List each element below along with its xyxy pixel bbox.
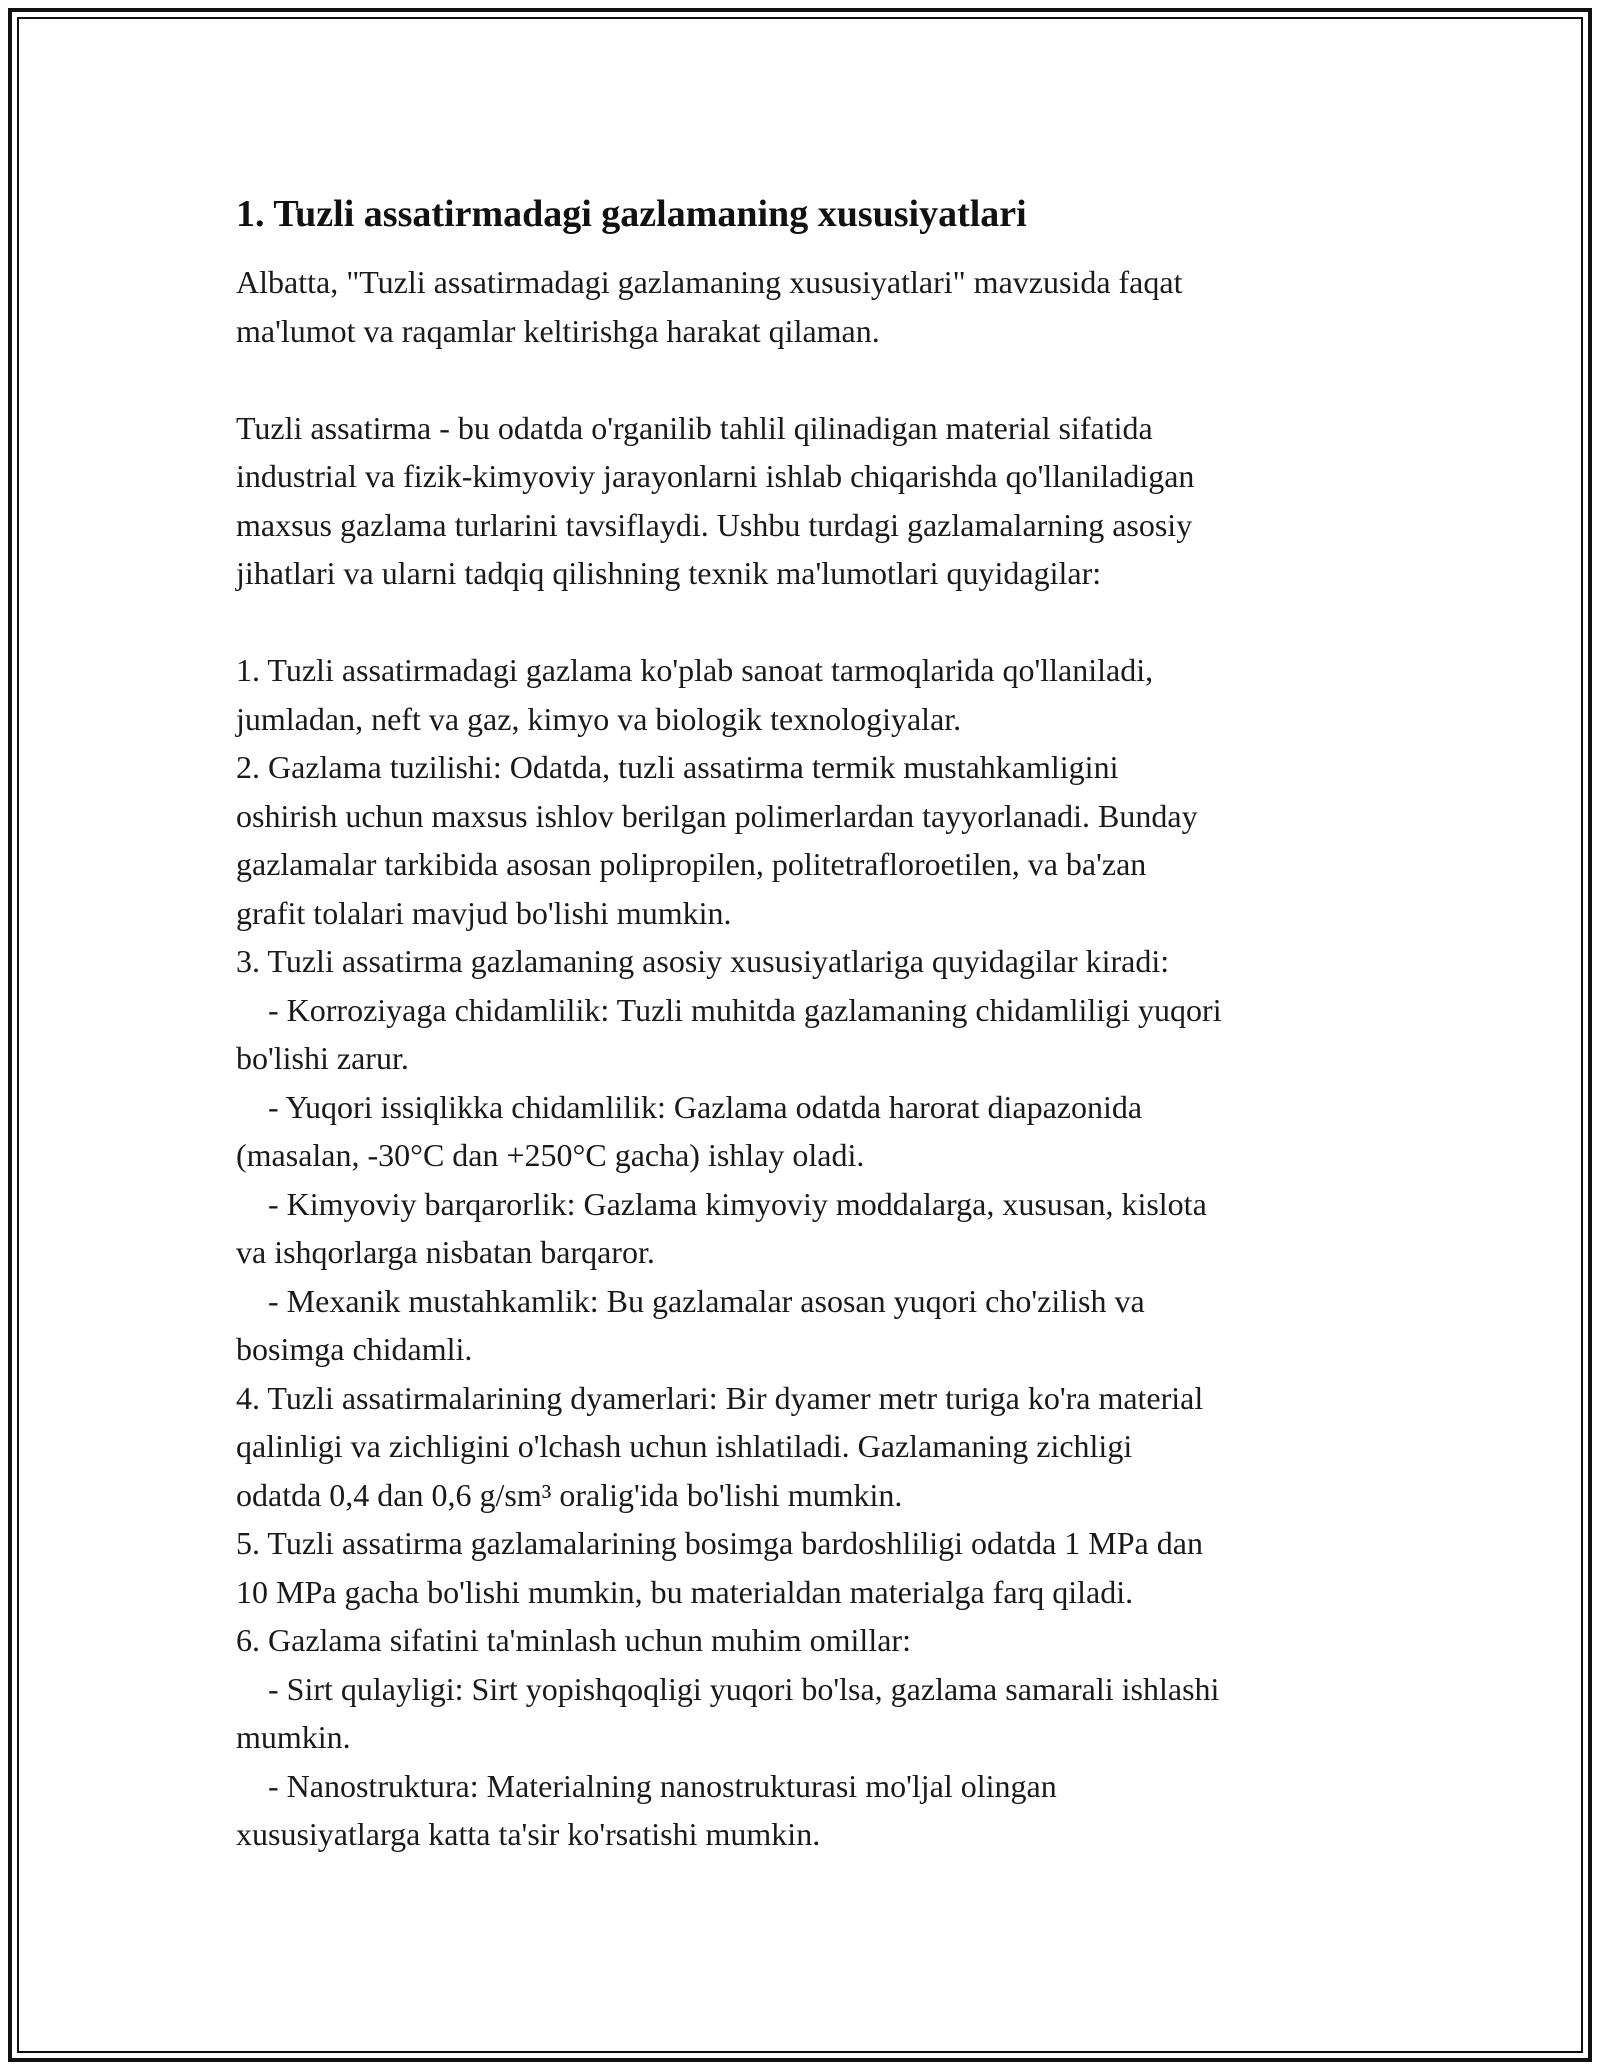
numbered-list <box>236 646 1396 1859</box>
list-item-line: bo'lishi zarur. <box>236 1040 409 1076</box>
list-item-line: grafit tolalari mavjud bo'lishi mumkin. <box>236 894 732 931</box>
intro-paragraph <box>236 258 1396 355</box>
list-item-line: mumkin. <box>236 1719 351 1755</box>
list-item-line: qalinligi va zichligini o'lchash uchun ishlatiladi. Gazlamaning zichligi <box>236 1428 1133 1464</box>
paragraph-spacer <box>236 598 1396 647</box>
list-item-line: (masalan, -30°C dan +250°C gacha) ishlay oladi. <box>236 1137 865 1173</box>
list-item-line: - Sirt qulayligi: Sirt yopishqoqligi yuqori bo'lsa, gazlama samarali ishlashi <box>236 1670 1220 1707</box>
document-body <box>236 182 1396 1859</box>
document-title: 1. Tuzli assatirmadagi gazlamaning xususiyatlari <box>236 193 1027 235</box>
list-item-line: 10 MPa gacha bo'lishi mumkin, bu materialdan materialga farq qiladi. <box>236 1573 1134 1610</box>
list-item-line: oshirish uchun maxsus ishlov berilgan polimerlardan tayyorlanadi. Bunday <box>236 797 1198 834</box>
list-item-line: va ishqorlarga nisbatan barqaror. <box>236 1234 655 1270</box>
text-line: jihatlari va ularni tadqiq qilishning texnik ma'lumotlari quyidagilar: <box>236 555 1102 591</box>
list-item-line: xususiyatlarga katta ta'sir ko'rsatishi mumkin. <box>236 1816 821 1852</box>
text-line: industrial va fizik-kimyoviy jarayonlarni ishlab chiqarishda qo'llaniladigan <box>236 458 1195 494</box>
text-line: Tuzli assatirma - bu odatda o'rganilib tahlil qilinadigan material sifatida <box>236 409 1153 446</box>
list-item-line: 2. Gazlama tuzilishi: Odatda, tuzli assatirma termik mustahkamligini <box>236 749 1119 785</box>
text-line: Albatta, "Tuzli assatirmadagi gazlamaning xususiyatlari" mavzusida faqat <box>236 264 1183 300</box>
text-line: maxsus gazlama turlarini tavsiflaydi. Ushbu turdagi gazlamalarning asosiy <box>236 506 1193 543</box>
list-item-line: odatda 0,4 dan 0,6 g/sm³ oralig'ida bo'lishi mumkin. <box>236 1476 903 1513</box>
list-item-line: gazlamalar tarkibida asosan polipropilen, politetrafloroetilen, va ba'zan <box>236 846 1147 882</box>
list-item-line: - Mexanik mustahkamlik: Bu gazlamalar asosan yuqori cho'zilish va <box>236 1282 1145 1319</box>
list-item-line: - Kimyoviy barqarorlik: Gazlama kimyoviy moddalarga, xususan, kislota <box>236 1185 1207 1222</box>
text-line: ma'lumot va raqamlar keltirishga harakat qilaman. <box>236 312 880 349</box>
list-item-line: 3. Tuzli assatirma gazlamaning asosiy xususiyatlariga quyidagilar kiradi: <box>236 943 1170 979</box>
list-item-line: bosimga chidamli. <box>236 1331 473 1367</box>
list-item-line: - Korroziyaga chidamlilik: Tuzli muhitda gazlamaning chidamliligi yuqori <box>236 991 1222 1028</box>
list-item-line: 1. Tuzli assatirmadagi gazlama ko'plab sanoat tarmoqlarida qo'llaniladi, <box>236 652 1154 688</box>
list-item-line: 4. Tuzli assatirmalarining dyamerlari: Bir dyamer metr turiga ko'ra material <box>236 1379 1204 1416</box>
list-item-line: - Nanostruktura: Materialning nanostrukturasi mo'ljal olingan <box>236 1767 1057 1804</box>
list-item-line: - Yuqori issiqlikka chidamlilik: Gazlama odatda harorat diapazonida <box>236 1088 1143 1125</box>
list-item-line: 5. Tuzli assatirma gazlamalarining bosimga bardoshliligi odatda 1 MPa dan <box>236 1525 1203 1561</box>
description-paragraph <box>236 404 1396 598</box>
paragraph-spacer <box>236 355 1396 404</box>
list-item-line: 6. Gazlama sifatini ta'minlash uchun muhim omillar: <box>236 1622 911 1658</box>
list-item-line: jumladan, neft va gaz, kimyo va biologik texnologiyalar. <box>236 700 962 737</box>
